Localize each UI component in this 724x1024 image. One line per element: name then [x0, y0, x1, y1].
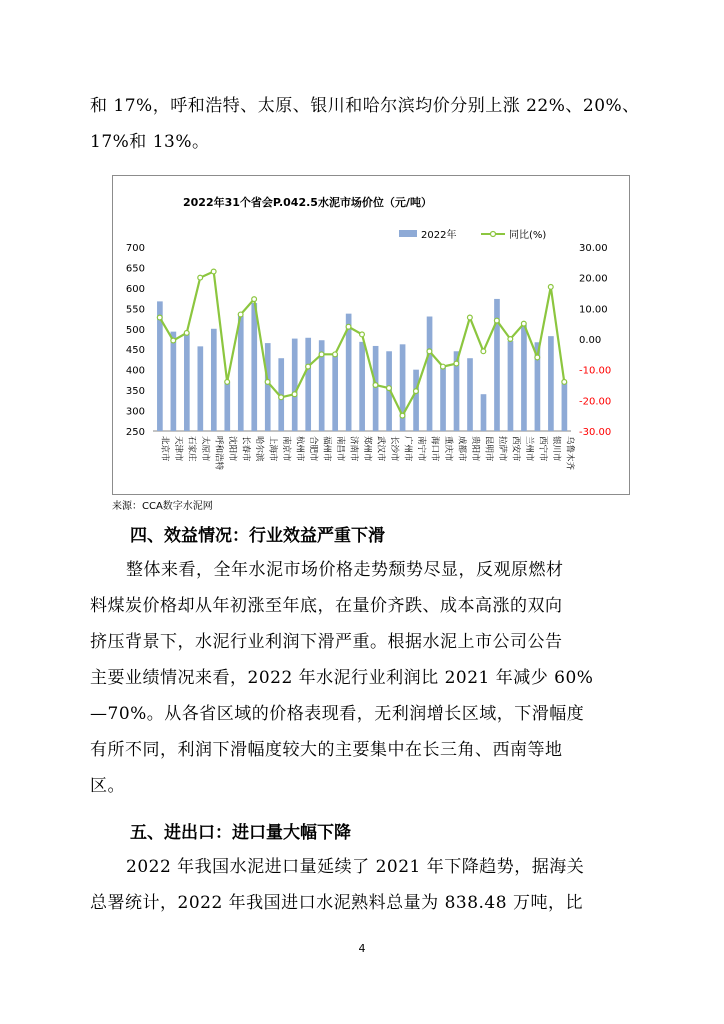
yoy-point — [198, 275, 203, 280]
x-tick-label: 昆明市 — [483, 436, 494, 462]
yoy-point — [346, 324, 351, 329]
bar — [197, 346, 203, 431]
intro-paragraph — [90, 94, 640, 166]
bar — [251, 303, 257, 431]
legend-line-marker — [491, 232, 496, 237]
yoy-point — [333, 352, 338, 357]
yoy-point — [292, 392, 297, 397]
yoy-point — [252, 297, 257, 302]
section4-paragraph — [90, 558, 636, 810]
x-tick-label: 沈阳市 — [227, 436, 238, 462]
yoy-point — [387, 386, 392, 391]
yoy-point — [319, 352, 324, 357]
yoy-point — [360, 332, 365, 337]
y-left-tick-label: 400 — [125, 365, 145, 377]
x-tick-label: 广州市 — [402, 436, 413, 462]
x-tick-label: 太原市 — [200, 436, 211, 462]
bar — [359, 342, 365, 431]
yoy-point — [184, 330, 189, 335]
x-tick-label: 长沙市 — [388, 436, 399, 462]
chart-frame — [112, 175, 630, 495]
x-tick-label: 武汉市 — [375, 436, 386, 462]
y-right-tick-label: -30.00 — [579, 427, 612, 438]
x-tick-label: 南昌市 — [335, 436, 346, 462]
section5-paragraph — [90, 855, 636, 927]
section4-line: 整体来看，全年水泥市场价格走势颓势尽显，反观原燃材 — [126, 560, 564, 580]
yoy-point — [157, 315, 162, 320]
legend-bar-label: 2022年 — [421, 230, 457, 241]
x-tick-label: 石家庄 — [186, 436, 197, 462]
x-tick-label: 重庆市 — [442, 436, 453, 462]
x-tick-label: 成都市 — [456, 436, 467, 462]
bar — [508, 341, 514, 431]
yoy-point — [427, 349, 432, 354]
section4-line: 区。 — [90, 776, 125, 796]
section4-line: 挤压背景下，水泥行业利润下滑严重。根据水泥上市公司公告 — [90, 632, 563, 652]
y-left-tick-label: 350 — [125, 386, 145, 398]
x-tick-label: 天津市 — [173, 436, 184, 462]
section4-line: —70%。从各省区域的价格表现看，无利润增长区域，下滑幅度 — [90, 704, 585, 724]
bar — [332, 353, 338, 431]
bar — [413, 370, 419, 431]
yoy-point — [373, 383, 378, 388]
y-left-tick-label: 450 — [125, 345, 145, 357]
yoy-point — [238, 312, 243, 317]
yoy-point — [414, 389, 419, 394]
section4-line: 料煤炭价格却从年初涨至年底，在量价齐跌、成本高涨的双向 — [90, 596, 563, 616]
yoy-point — [171, 338, 176, 343]
bar — [440, 366, 446, 431]
page-number: 4 — [358, 942, 366, 955]
yoy-point — [521, 321, 526, 326]
y-left-tick-label: 550 — [125, 304, 145, 316]
x-tick-label: 拉萨市 — [496, 436, 507, 462]
yoy-point — [400, 413, 405, 418]
chart-title: 2022年31个省会P.042.5水泥市场价位（元/吨） — [183, 196, 432, 209]
bar — [467, 358, 473, 431]
yoy-point — [211, 269, 216, 274]
yoy-point — [535, 355, 540, 360]
x-tick-label: 杭州市 — [294, 436, 305, 462]
y-left-tick-label: 600 — [125, 283, 145, 295]
bar — [373, 346, 379, 431]
yoy-point — [265, 380, 270, 385]
section4-line: 主要业绩情况来看，2022 年水泥行业利润比 2021 年减少 60% — [90, 668, 594, 688]
x-tick-label: 合肥市 — [308, 436, 319, 462]
bar — [211, 329, 217, 431]
bar — [238, 316, 244, 431]
x-tick-label: 兰州市 — [523, 436, 534, 462]
y-right-tick-label: 30.00 — [579, 243, 608, 254]
y-left-tick-label: 500 — [125, 324, 145, 336]
y-left-tick-label: 250 — [125, 427, 145, 438]
bar — [548, 336, 554, 431]
yoy-point — [508, 337, 513, 342]
x-tick-label: 乌鲁木齐 — [564, 436, 575, 471]
bar — [481, 394, 487, 431]
intro-line: 和 17%，呼和浩特、太原、银川和哈尔滨均价分别上涨 22%、20%、 — [90, 96, 640, 116]
x-tick-label: 福州市 — [321, 436, 332, 462]
x-tick-label: 西安市 — [510, 436, 521, 462]
bar — [265, 343, 271, 431]
x-tick-label: 南宁市 — [415, 436, 426, 462]
yoy-point — [562, 380, 567, 385]
x-tick-label: 海口市 — [429, 436, 440, 462]
x-tick-label: 北京市 — [159, 436, 170, 462]
x-tick-label: 郑州市 — [362, 436, 372, 462]
x-tick-label: 呼和浩特 — [213, 436, 224, 471]
yoy-point — [279, 395, 284, 400]
x-tick-label: 哈尔滨 — [254, 436, 265, 462]
bar — [292, 339, 298, 431]
x-tick-label: 西宁市 — [537, 436, 548, 462]
y-right-tick-label: -10.00 — [579, 365, 612, 377]
bar — [184, 333, 190, 431]
bar — [562, 382, 568, 431]
yoy-point — [454, 361, 459, 366]
legend-bar-swatch — [399, 230, 417, 237]
x-tick-label: 银川市 — [550, 436, 561, 462]
yoy-point — [441, 364, 446, 369]
x-tick-label: 济南市 — [348, 436, 359, 462]
yoy-point — [306, 364, 311, 369]
section5-line: 2022 年我国水泥进口量延续了 2021 年下降趋势，据海关 — [126, 857, 585, 877]
y-right-tick-label: -20.00 — [579, 396, 612, 408]
yoy-point — [481, 349, 486, 354]
x-tick-label: 上海市 — [267, 436, 278, 462]
section4-heading: 四、效益情况：行业效益严重下滑 — [130, 526, 385, 546]
bar — [305, 338, 311, 431]
y-left-tick-label: 700 — [125, 243, 145, 254]
yoy-point — [225, 380, 230, 385]
intro-line: 17%和 13%。 — [90, 132, 210, 152]
section5-line: 总署统计，2022 年我国进口水泥熟料总量为 838.48 万吨，比 — [90, 893, 583, 913]
section4-line: 有所不同，利润下滑幅度较大的主要集中在长三角、西南等地 — [90, 740, 563, 760]
legend-line-label: 同比(%) — [509, 230, 547, 241]
bar — [427, 317, 433, 431]
yoy-point — [548, 284, 553, 289]
x-tick-label: 长春市 — [240, 436, 251, 462]
y-right-tick-label: 0.00 — [579, 335, 602, 346]
x-tick-label: 贵阳市 — [469, 436, 480, 462]
yoy-point — [467, 315, 472, 320]
y-left-tick-label: 650 — [125, 263, 145, 275]
chart-source: 来源：CCA数字水泥网 — [112, 501, 213, 512]
y-right-tick-label: 10.00 — [579, 304, 608, 316]
bar — [521, 325, 527, 431]
section5-heading: 五、进出口：进口量大幅下降 — [130, 823, 351, 843]
y-left-tick-label: 300 — [125, 406, 145, 418]
bar — [171, 332, 177, 431]
y-right-tick-label: 20.00 — [579, 273, 608, 285]
x-tick-label: 南京市 — [281, 436, 292, 462]
yoy-point — [494, 318, 499, 323]
bar — [224, 382, 230, 431]
price-chart — [113, 176, 629, 494]
